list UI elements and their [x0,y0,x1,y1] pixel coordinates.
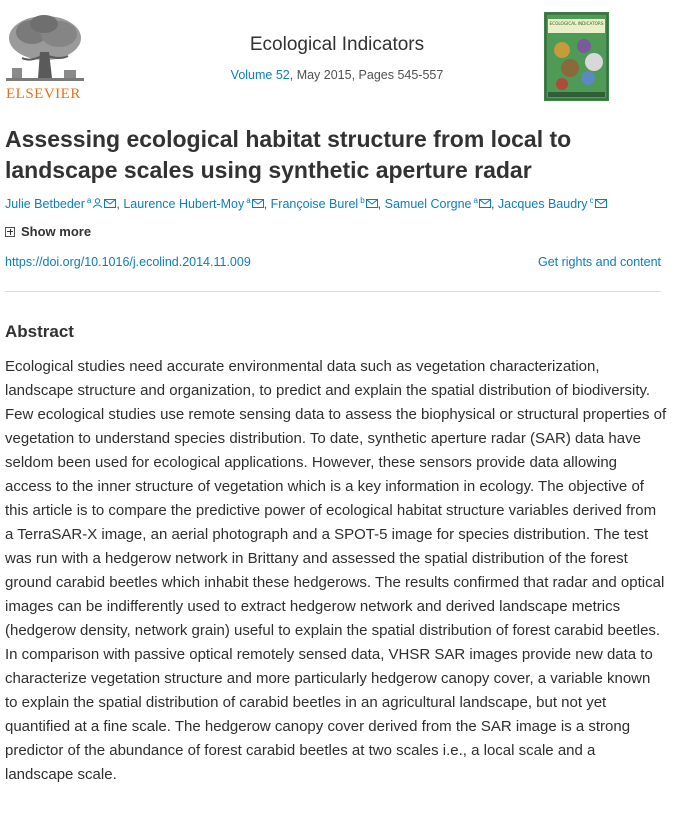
author-item[interactable] [385,197,491,211]
show-more-label: Show more [21,224,92,239]
corresponding-author-icon[interactable] [92,198,103,208]
article-header [0,0,673,110]
email-icon[interactable] [252,199,264,208]
show-more-button[interactable] [5,224,91,239]
abstract-text: Ecological studies need accurate environmental data such as vegetation characterization, landscape structure and organization, to predict and explain the spatial distribution of biodiversity. Few ecological studies use remote sensing data to assess the biophysical or structural properties of vegetation to understand species distribution. To date, synthetic aperture radar (SAR) data have seldom been used for ecological applications. However, these sensors provide data allowing access to the inner structure of vegetation which is a key information in ecology. The objective of this article is to compare the predictive power of ecological habitat structure variables derived from a TerraSAR-X image, an aerial photograph and a SPOT-5 image for species distribution. The test was run with a hedgerow network in Brittany and assessed the spatial distribution of the forest ground carabid beetles which inhabit these hedgerows. The results confirmed that radar and optical images can be indifferently used to extract hedgerow network and derived landscape metrics (hedgerow density, network grain) useful to explain the spatial distribution of forest carabid beetles. In comparison with passive optical remotely sensed data, VHSR SAR images provide new data to characterize vegetation structure and more particularly hedgerow canopy cover, a variable known to explain the spatial distribution of carabid beetles in an agricultural landscape, but not yet quantified at a fine scale. The hedgerow canopy cover derived from the SAR image is a strong predictor of the abundance of forest carabid beetles at two scales i.e., a local scale and a landscape scale. [5,358,667,783]
tree-of-knowledge-icon [4,12,86,86]
author-name[interactable]: Jacques Baudry [497,197,588,212]
article-title: Assessing ecological habitat structure from local to landscape scales using synthetic aperture radar [5,126,572,183]
author-list [5,196,670,211]
volume-link[interactable]: Volume 52 [230,68,290,82]
journal-cover-image [544,12,609,101]
affiliation-marker[interactable]: a [473,196,478,205]
author-name[interactable]: Samuel Corgne [384,197,472,212]
publisher-name: ELSEVIER [6,86,81,102]
author-item[interactable] [123,197,263,211]
author-separator: , [490,197,495,212]
expand-plus-icon [5,227,15,237]
journal-info [200,34,474,82]
affiliation-marker[interactable]: a [86,196,92,205]
rights-link[interactable]: Get rights and content [538,255,661,269]
email-icon[interactable] [479,199,491,208]
journal-title[interactable]: Ecological Indicators [249,34,425,55]
author-item[interactable] [271,197,378,211]
issue-details: , May 2015, Pages 545-557 [289,68,444,82]
journal-cover-thumbnail[interactable] [544,12,609,101]
affiliation-marker[interactable]: b [360,196,365,205]
issue-info [200,68,474,82]
author-separator: , [377,197,382,212]
abstract-heading: Abstract [5,322,74,341]
author-separator: , [263,197,268,212]
email-icon[interactable] [366,199,378,208]
doi-link[interactable]: https://doi.org/10.1016/j.ecolind.2014.11.009 [5,255,251,269]
author-item[interactable] [498,197,607,211]
author-name[interactable]: Laurence Hubert-Moy [123,197,245,212]
email-icon[interactable] [595,199,607,208]
author-separator: , [116,197,120,212]
section-divider [5,291,661,292]
affiliation-marker[interactable]: c [589,196,594,205]
email-icon[interactable] [104,199,116,208]
author-item[interactable] [5,197,116,211]
author-name[interactable]: Julie Betbeder [5,197,85,212]
affiliation-marker[interactable]: a [246,196,251,205]
author-name[interactable]: Françoise Burel [270,197,359,212]
cover-title: ECOLOGICAL INDICATORS [549,21,604,26]
